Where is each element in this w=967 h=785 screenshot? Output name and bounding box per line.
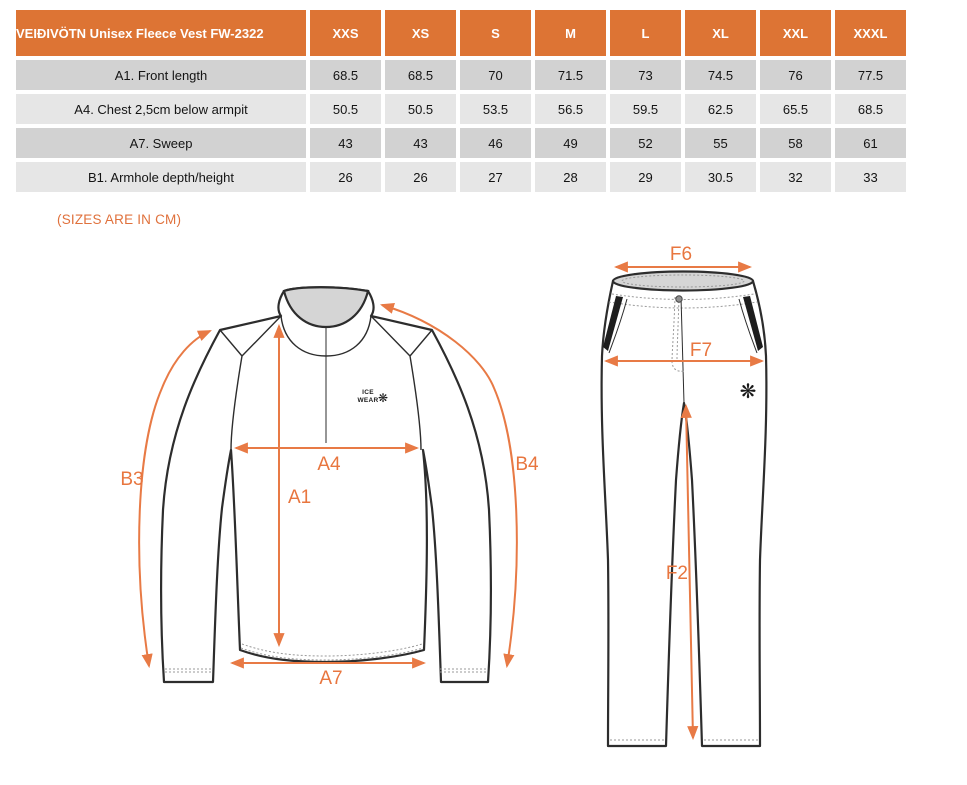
measurement-row-label: A4. Chest 2,5cm below armpit — [16, 94, 306, 124]
size-value-cell: 33 — [835, 162, 906, 192]
size-value-cell: 55 — [685, 128, 756, 158]
size-value-cell: 46 — [460, 128, 531, 158]
measurement-label-a1: A1 — [288, 487, 312, 508]
measurement-label-b4: B4 — [515, 454, 539, 475]
size-column-header: S — [460, 10, 531, 56]
size-value-cell: 71.5 — [535, 60, 606, 90]
logo-line2: WEAR — [357, 397, 379, 404]
measurement-label-a7: A7 — [319, 668, 343, 689]
units-note: (SIZES ARE IN CM) — [57, 212, 182, 227]
size-value-cell: 77.5 — [835, 60, 906, 90]
size-value-cell: 58 — [760, 128, 831, 158]
size-value-cell: 32 — [760, 162, 831, 192]
size-value-cell: 50.5 — [310, 94, 381, 124]
size-column-header: XXS — [310, 10, 381, 56]
pants-silhouette — [602, 281, 767, 746]
size-value-cell: 43 — [385, 128, 456, 158]
size-column-header: XL — [685, 10, 756, 56]
size-value-cell: 53.5 — [460, 94, 531, 124]
size-value-cell: 70 — [460, 60, 531, 90]
size-value-cell: 68.5 — [835, 94, 906, 124]
size-value-cell: 27 — [460, 162, 531, 192]
size-value-cell: 52 — [610, 128, 681, 158]
size-value-cell: 28 — [535, 162, 606, 192]
measurement-label-b3: B3 — [120, 469, 144, 490]
size-value-cell: 68.5 — [385, 60, 456, 90]
measurement-label-f7: F7 — [689, 340, 713, 361]
size-value-cell: 29 — [610, 162, 681, 192]
snowflake-icon: ❋ — [739, 381, 757, 403]
size-column-header: XXL — [760, 10, 831, 56]
size-value-cell: 50.5 — [385, 94, 456, 124]
size-value-cell: 65.5 — [760, 94, 831, 124]
size-value-cell: 30.5 — [685, 162, 756, 192]
measurement-row-label: A1. Front length — [16, 60, 306, 90]
size-value-cell: 56.5 — [535, 94, 606, 124]
size-value-cell: 59.5 — [610, 94, 681, 124]
size-value-cell: 26 — [310, 162, 381, 192]
waist-opening — [613, 272, 753, 291]
size-value-cell: 73 — [610, 60, 681, 90]
size-value-cell: 49 — [535, 128, 606, 158]
waist-button — [676, 296, 682, 302]
size-value-cell: 61 — [835, 128, 906, 158]
measurement-label-a4: A4 — [317, 454, 341, 475]
size-column-header: L — [610, 10, 681, 56]
size-value-cell: 26 — [385, 162, 456, 192]
product-title: VEIÐIVÖTN Unisex Fleece Vest FW-2322 — [16, 10, 306, 56]
size-value-cell: 43 — [310, 128, 381, 158]
pants-diagram — [602, 244, 767, 746]
measurement-label-f6: F6 — [669, 244, 693, 265]
size-column-header: M — [535, 10, 606, 56]
size-value-cell: 76 — [760, 60, 831, 90]
measurement-row-label: A7. Sweep — [16, 128, 306, 158]
logo-line1: ICE — [362, 389, 374, 396]
size-value-cell: 68.5 — [310, 60, 381, 90]
snowflake-icon: ❋ — [377, 391, 389, 405]
measurement-label-f2: F2 — [665, 563, 688, 584]
size-value-cell: 62.5 — [685, 94, 756, 124]
size-value-cell: 74.5 — [685, 60, 756, 90]
icewear-logo — [357, 389, 388, 405]
size-column-header: XXXL — [835, 10, 906, 56]
size-column-header: XS — [385, 10, 456, 56]
measurement-row-label: B1. Armhole depth/height — [16, 162, 306, 192]
fleece-diagram — [120, 287, 539, 689]
